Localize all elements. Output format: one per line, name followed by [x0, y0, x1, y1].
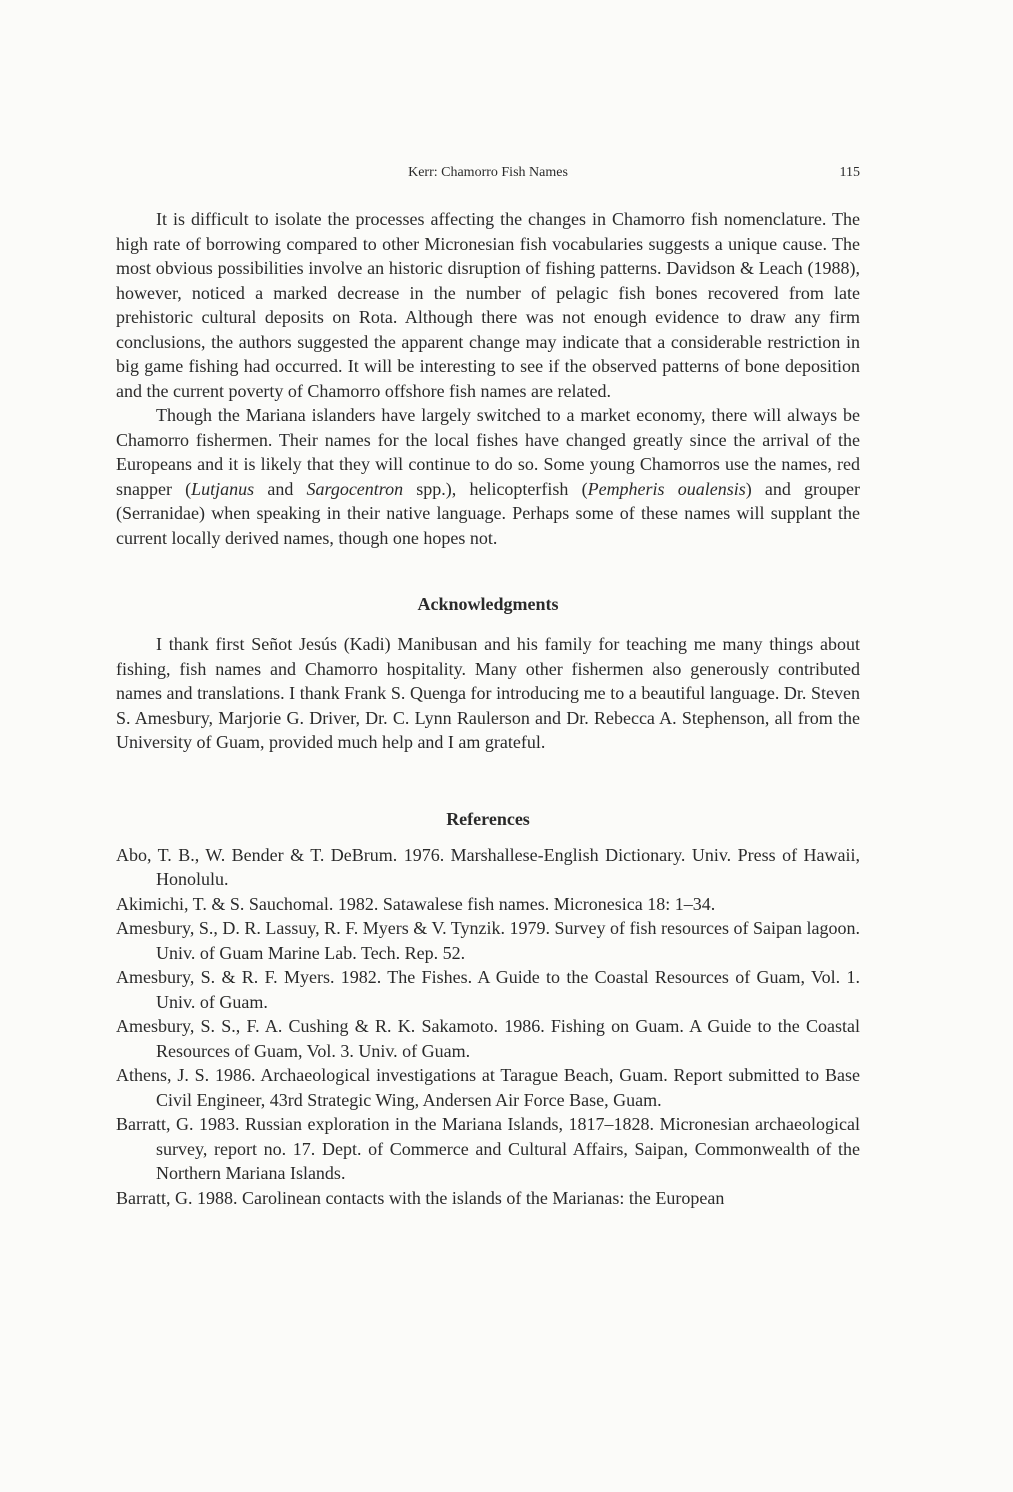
body-paragraph — [116, 207, 860, 403]
reference-item: Akimichi, T. & S. Sauchomal. 1982. Satawalese fish names. Micronesica 18: 1–34. — [116, 893, 716, 914]
reference-item: Barratt, G. 1983. Russian exploration in the Mariana Islands, 1817–1828. Micronesian archaeological survey, report no. 17. Dept. of Commerce and Cultural Affairs, Saipan, Commonwealth of the Northern Mariana Islands. — [116, 1114, 860, 1183]
reference-item: Amesbury, S. & R. F. Myers. 1982. The Fishes. A Guide to the Coastal Resources of Guam, Vol. 1. Univ. of Guam. — [116, 967, 860, 1012]
reference-item: Abo, T. B., W. Bender & T. DeBrum. 1976. Marshallese-English Dictionary. Univ. Press of Hawaii, Honolulu. — [116, 844, 860, 889]
text-segment: and — [254, 478, 307, 499]
body-paragraph — [116, 403, 860, 550]
reference-item: Athens, J. S. 1986. Archaeological investigations at Tarague Beach, Guam. Report submitted to Base Civil Engineer, 43rd Strategic Wing, Andersen Air Force Base, Guam. — [116, 1065, 860, 1110]
text-segment: ) and grouper (Serranidae) when speaking in their native language. Perhaps some of these names will supplant the current locally derived names, though one hopes not. — [116, 478, 860, 548]
body-paragraphs — [116, 207, 860, 550]
reference-item: Barratt, G. 1988. Carolinean contacts with the islands of the Marianas: the European — [116, 1187, 725, 1208]
italic-text: Pempheris oualensis — [587, 478, 746, 499]
acknowledgments-heading: Acknowledgments — [417, 594, 559, 614]
page-number: 115 — [839, 165, 860, 180]
reference-list — [116, 843, 860, 1211]
references-heading: References — [446, 808, 530, 829]
text-segment: I thank first Señot Jesús (Kadi) Manibusan and his family for teaching me many things about fishing, fish names and Chamorro hospitality. Many other fishermen also generously contributed names and translations. I thank Frank S. Quenga for introducing me to a beautiful language. Dr. Steven S. Amesbury, Marjorie G. Driver, Dr. C. Lynn Raulerson and Dr. Rebecca A. Stephenson, all from the University of Guam, provided much help and I am grateful. — [116, 634, 860, 752]
text-segment: It is difficult to isolate the processes affecting the changes in Chamorro fish nomenclature. The high rate of borrowing compared to other Micronesian fish vocabularies suggests a unique cause. The most obvious possibilities involve an historic disruption of fishing patterns. Davidson & Leach (1988), however, noticed a marked decrease in the number of pelagic fish bones recovered from late prehistoric cultural deposits on Rota. Although there was not enough evidence to draw any firm conclusions, the authors suggested the apparent change may indicate that a considerable restriction in big game fishing had occurred. It will be interesting to see if the observed patterns of bone deposition and the current poverty of Chamorro offshore fish names are related. — [116, 209, 860, 401]
text-segment: spp.), helicopterfish ( — [403, 478, 588, 499]
text-segment: Though the Mariana islanders have largely switched to a market economy, there will always be Chamorro fishermen. Their names for the local fishes have changed greatly since the arrival of the Europeans and it is likely that they will continue to do so. Some young Chamorros use the names, red snapper ( — [116, 405, 860, 499]
reference-item: Amesbury, S., D. R. Lassuy, R. F. Myers & V. Tynzik. 1979. Survey of fish resources of Saipan lagoon. Univ. of Guam Marine Lab. Tech. Rep. 52. — [116, 918, 860, 963]
article-body — [116, 207, 860, 1210]
reference-item: Amesbury, S. S., F. A. Cushing & R. K. Sakamoto. 1986. Fishing on Guam. A Guide to the Coastal Resources of Guam, Vol. 3. Univ. of Guam. — [116, 1016, 860, 1061]
running-title: Kerr: Chamorro Fish Names — [408, 165, 568, 180]
italic-text: Sargocentron — [306, 478, 404, 499]
italic-text: Lutjanus — [191, 478, 255, 499]
acknowledgments-paragraph — [116, 632, 860, 755]
